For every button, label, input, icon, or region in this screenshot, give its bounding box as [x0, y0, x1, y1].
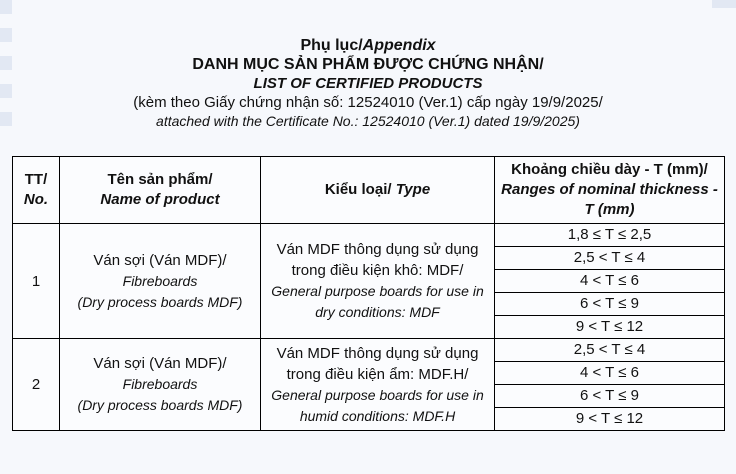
thickness-range: 1,8 ≤ T ≤ 2,5	[495, 224, 725, 247]
thickness-range: 6 < T ≤ 9	[495, 385, 725, 408]
product-type-cell: Ván MDF thông dụng sử dụng trong điều kiện ẩm: MDF.H/ General purpose boards for use in humid conditions: MDF.H	[261, 339, 495, 431]
thickness-range: 4 < T ≤ 6	[495, 362, 725, 385]
product-type-cell: Ván MDF thông dụng sử dụng trong điều kiện khô: MDF/ General purpose boards for use in dry conditions: MDF	[261, 224, 495, 339]
thickness-range: 9 < T ≤ 12	[495, 316, 725, 339]
table-row	[13, 339, 725, 362]
background-corner	[712, 0, 736, 8]
thickness-range: 4 < T ≤ 6	[495, 270, 725, 293]
background-stripe	[0, 0, 12, 14]
thickness-range: 6 < T ≤ 9	[495, 293, 725, 316]
document-header	[0, 36, 736, 131]
list-title-en: LIST OF CERTIFIED PRODUCTS	[253, 75, 483, 92]
col-header-range: Khoảng chiều dày - T (mm)/ Ranges of nominal thickness - T (mm)	[495, 157, 725, 224]
row-number: 2	[13, 339, 60, 431]
col-header-name: Tên sản phẩm/ Name of product	[60, 157, 261, 224]
table-row	[13, 224, 725, 247]
certified-products-table	[12, 156, 725, 431]
thickness-range: 9 < T ≤ 12	[495, 408, 725, 431]
list-title-vi: DANH MỤC SẢN PHẨM ĐƯỢC CHỨNG NHẬN/	[192, 56, 544, 73]
table-header-row	[13, 157, 725, 224]
appendix-title: Phụ lục/Appendix	[300, 37, 436, 54]
product-name-cell: Ván sợi (Ván MDF)/ Fibreboards (Dry process boards MDF)	[60, 339, 261, 431]
thickness-range: 2,5 < T ≤ 4	[495, 247, 725, 270]
row-number: 1	[13, 224, 60, 339]
certificate-reference-en: attached with the Certificate No.: 12524010 (Ver.1) dated 19/9/2025)	[156, 113, 580, 129]
certificate-reference-vi: (kèm theo Giấy chứng nhận số: 12524010 (Ver.1) cấp ngày 19/9/2025/	[133, 94, 603, 111]
col-header-no: TT/ No.	[13, 157, 60, 224]
col-header-type: Kiểu loại/ Type	[261, 157, 495, 224]
thickness-range: 2,5 < T ≤ 4	[495, 339, 725, 362]
product-name-cell: Ván sợi (Ván MDF)/ Fibreboards (Dry process boards MDF)	[60, 224, 261, 339]
